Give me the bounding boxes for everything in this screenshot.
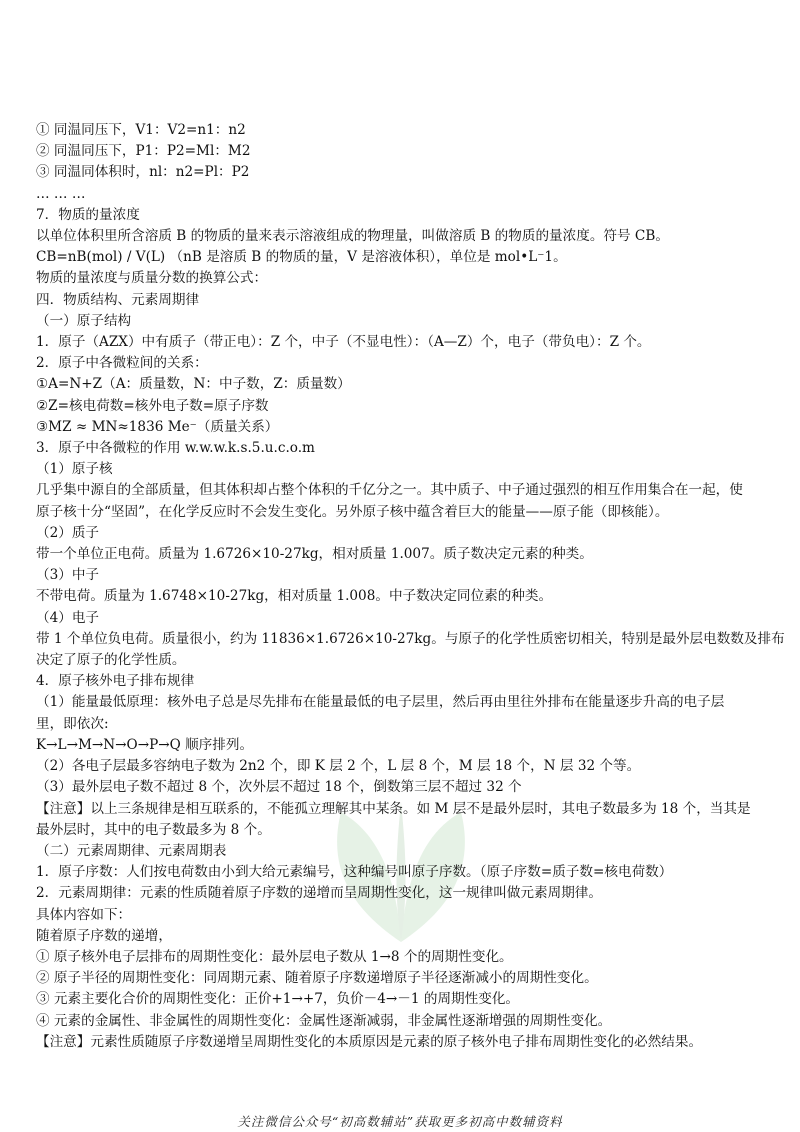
text-line: 里，即依次: (36, 715, 109, 732)
text-line: （3）中子 (36, 567, 100, 584)
text-line: ④ 元素的金属性、非金属性的周期性变化：金属性逐渐减弱，非金属性逐渐增强的周期性变化。 (36, 1012, 612, 1029)
text-line: 1．原子（AZX）中有质子（带正电）：Z 个，中子（不显电性）：（A—Z）个，电子（带负电）：Z 个。 (36, 334, 651, 351)
text-line: （3）最外层电子数不超过 8 个，次外层不超过 18 个，倒数第三层不超过 32 个 (36, 779, 522, 796)
text-line: ③ 元素主要化合价的周期性变化：正价+1→+7，负价－4→－1 的周期性变化。 (36, 991, 520, 1008)
text-line: ① 原子核外电子层排布的周期性变化：最外层电子数从 1→8 个的周期性变化。 (36, 948, 513, 965)
text-line: K→L→M→N→O→P→Q 顺序排列。 (36, 736, 254, 753)
text-line: CB=nB(mol) / V(L) （nB 是溶质 B 的物质的量，V 是溶液体积），单位是 mol•L⁻1。 (36, 249, 567, 266)
text-line: （二）元素周期律、元素周期表 (36, 842, 227, 859)
text-line: ② 同温同压下，P1：P2=Ml：M2 (36, 143, 251, 160)
text-line: ①A=N+Z（A：质量数，N：中子数，Z：质量数） (36, 376, 351, 393)
text-line: （2）各电子层最多容纳电子数为 2n2 个，即 K 层 2 个，L 层 8 个，M 层 18 个，N 层 32 个等。 (36, 758, 641, 775)
text-line: 1．原子序数：人们按电荷数由小到大给元素编号，这种编号叫原子序数。（原子序数=质子数=核电荷数） (36, 864, 673, 881)
text-line: 以单位体积里所含溶质 B 的物质的量来表示溶液组成的物理量，叫做溶质 B 的物质的量浓度。符号 CB。 (36, 228, 669, 245)
text-line: 不带电荷。质量为 1.6748×10-27kg，相对质量 1.008。中子数决定同位素的种类。 (36, 588, 553, 605)
text-line: （1）原子核 (36, 461, 113, 478)
footer-note: 关注微信公众号“初高数辅站”获取更多初高中数辅资料 (237, 1114, 563, 1129)
text-line: 带 1 个单位负电荷。质量很小，约为 11836×1.6726×10-27kg。与原子的化学性质密切相关，特别是最外层电数数及排布 (36, 630, 785, 647)
text-line: … … … (36, 185, 86, 202)
text-line: 原子核十分“坚固”，在化学反应时不会发生变化。另外原子核中蕴含着巨大的能量——原子能（即核能）。 (36, 503, 669, 520)
document-body (36, 120, 785, 1053)
text-line: 2．原子中各微粒间的关系： (36, 355, 208, 372)
text-line: （2）质子 (36, 524, 100, 541)
text-line: 最外层时，其中的电子数最多为 8 个。 (36, 821, 271, 838)
text-line: 4．原子核外电子排布规律 (36, 673, 195, 690)
text-line: 物质的量浓度与质量分数的换算公式： (36, 270, 268, 287)
text-line: 3．原子中各微粒的作用 w.w.w.k.s.5.u.c.o.m (36, 440, 315, 457)
text-line: 【注意】元素性质随原子序数递增呈周期性变化的本质原因是元素的原子核外电子排布周期性变化的必然结果。 (36, 1033, 703, 1050)
text-line: ②Z=核电荷数=核外电子数=原子序数 (36, 397, 269, 414)
text-line: （一）原子结构 (36, 312, 132, 329)
text-line: （1）能量最低原理：核外电子总是尽先排布在能量最低的电子层里，然后再由里往外排布在能量逐步升高的电子层 (36, 694, 725, 711)
text-line: 具体内容如下： (36, 906, 132, 923)
text-line: 带一个单位正电荷。质量为 1.6726×10-27kg，相对质量 1.007。质子数决定元素的种类。 (36, 546, 593, 563)
text-line: ③ 同温同体积时，nl：n2=Pl：P2 (36, 164, 250, 181)
text-line: （4）电子 (36, 609, 100, 626)
text-line: 2．元素周期律：元素的性质随着原子序数的递增而呈周期性变化，这一规律叫做元素周期律。 (36, 885, 602, 902)
text-line: 几乎集中源自的全部质量，但其体积却占整个体积的千亿分之一。其中质子、中子通过强烈的相互作用集合在一起，使 (36, 482, 743, 499)
text-line: ③MZ ≈ MN≈1836 Me⁻（质量关系） (36, 418, 279, 435)
text-line: 决定了原子的化学性质。 (36, 652, 186, 669)
text-line: 【注意】以上三条规律是相互联系的，不能孤立理解其中某条。如 M 层不是最外层时，其电子数最多为 18 个，当其是 (36, 800, 751, 817)
text-line: 7．物质的量浓度 (36, 206, 140, 223)
text-line: ① 同温同压下，V1：V2=n1：n2 (36, 122, 246, 138)
text-line: 随着原子序数的递增， (36, 927, 172, 944)
text-line: 四．物质结构、元素周期律 (36, 291, 200, 308)
text-line: ② 原子半径的周期性变化：同周期元素、随着原子序数递增原子半径逐渐减小的周期性变化。 (36, 970, 598, 987)
